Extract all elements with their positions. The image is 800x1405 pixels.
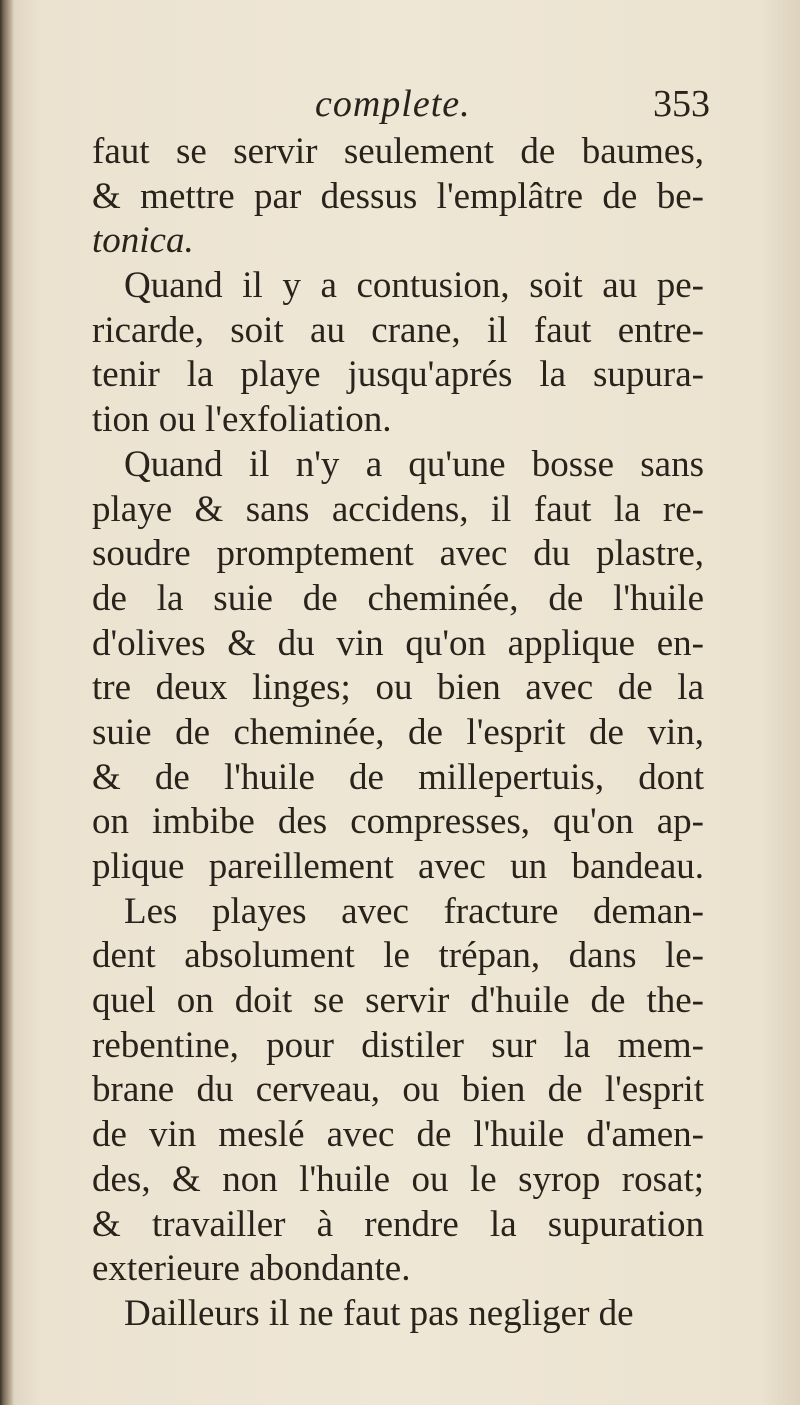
text-line: & travailler à rendre la supuration xyxy=(92,1203,704,1245)
text-line: soudre promptement avec du plastre, xyxy=(92,533,704,575)
body-text xyxy=(92,130,704,1337)
text-line: tion ou l'exfoliation. xyxy=(92,399,392,441)
page-binding-edge xyxy=(0,0,14,1405)
text-line: tonica. xyxy=(92,220,194,262)
text-line: & mettre par dessus l'emplâtre de be- xyxy=(92,175,704,217)
text-line: quel on doit se servir d'huile de the- xyxy=(92,980,704,1022)
text-line: playe & sans accidens, il faut la re- xyxy=(92,488,704,530)
text-line: Quand il y a contusion, soit au pe- xyxy=(124,265,704,307)
text-line: rebentine, pour distiler sur la mem- xyxy=(92,1024,704,1066)
text-line: & de l'huile de millepertuis, dont xyxy=(92,756,704,798)
text-line: ricarde, soit au crane, il faut entre- xyxy=(92,309,704,351)
text-line: plique pareillement avec un bandeau. xyxy=(92,846,704,887)
page-header xyxy=(90,82,710,132)
text-line: exterieure abondante. xyxy=(92,1248,411,1290)
text-line: Les playes avec fracture deman- xyxy=(124,890,704,932)
running-title: complete. xyxy=(315,83,471,125)
text-line: tre deux linges; ou bien avec de la xyxy=(92,667,704,709)
text-line: des, & non l'huile ou le syrop rosat; xyxy=(92,1158,704,1200)
text-line: de vin meslé avec de l'huile d'amen- xyxy=(92,1114,704,1156)
text-line: Dailleurs il ne faut pas negliger de xyxy=(124,1292,634,1334)
text-line: de la suie de cheminée, de l'huile xyxy=(92,577,704,619)
text-line: suie de cheminée, de l'esprit de vin, xyxy=(92,711,704,753)
text-line: dent absolument le trépan, dans le- xyxy=(92,935,704,977)
text-line: tenir la playe jusqu'aprés la supura- xyxy=(92,354,704,396)
text-line: Quand il n'y a qu'une bosse sans xyxy=(124,443,704,485)
text-line: d'olives & du vin qu'on applique en- xyxy=(92,622,704,664)
text-line: faut se servir seulement de baumes, xyxy=(92,131,704,172)
text-line: on imbibe des compresses, qu'on ap- xyxy=(92,801,704,843)
text-line: brane du cerveau, ou bien de l'esprit xyxy=(92,1069,704,1111)
page-number: 353 xyxy=(653,83,710,125)
